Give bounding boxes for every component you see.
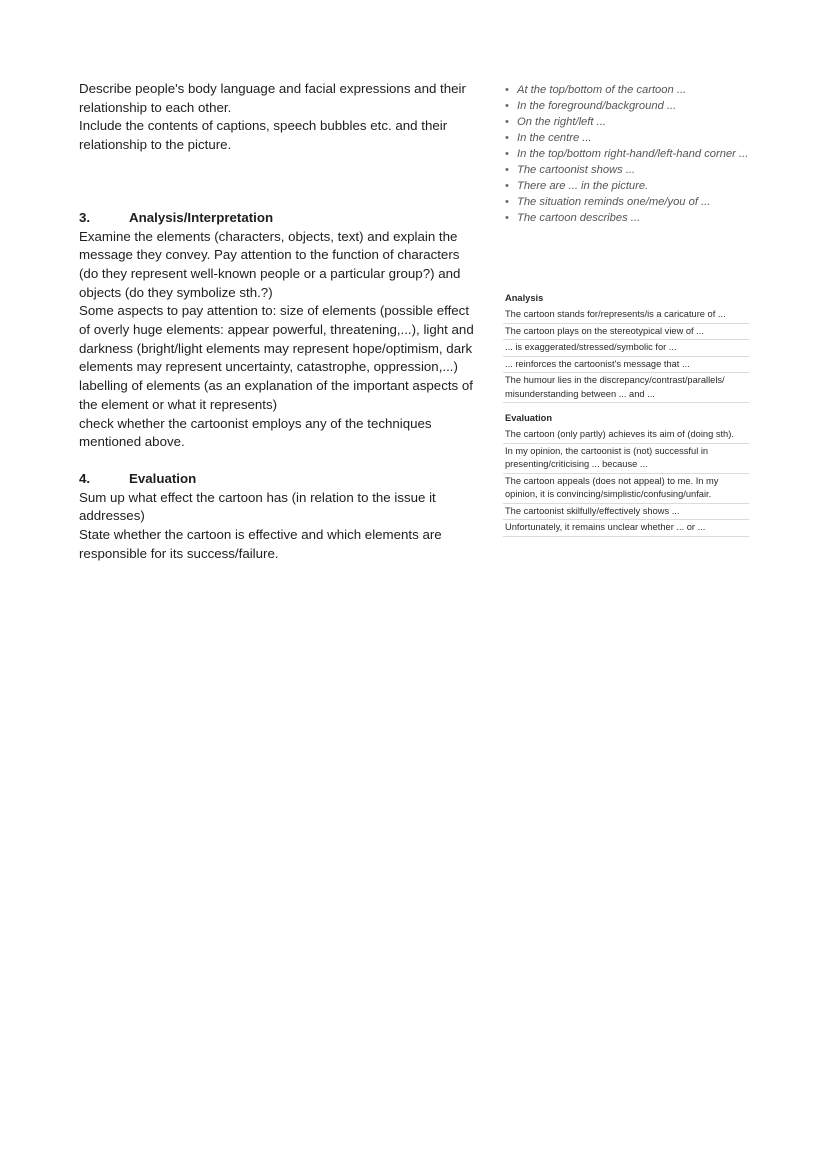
- intro-paragraph: Include the contents of captions, speech bubbles etc. and their relationship to the picture.: [79, 118, 448, 153]
- section-3-paragraph: Examine the elements (characters, objects, text) and explain the message they convey. Pay attention to the function of characters (do they represent well-known people or a particular group?) and objects (do they symbolize sth.?): [79, 228, 461, 300]
- analysis-line: The humour lies in the discrepancy/contrast/parallels/ misunderstanding between ... and ...: [503, 373, 749, 403]
- list-item: • In the top/bottom right-hand/left-hand corner ...: [503, 146, 753, 162]
- evaluation-heading: Evaluation: [505, 413, 553, 423]
- analysis-line: The cartoon stands for/represents/is a caricature of ...: [503, 307, 749, 324]
- section-title: Analysis/Interpretation: [129, 209, 274, 225]
- list-item: • In the foreground/background ...: [503, 98, 753, 114]
- evaluation-line: The cartoon (only partly) achieves its aim of (doing sth).: [503, 427, 749, 444]
- list-item: • The cartoonist shows ...: [503, 162, 753, 178]
- list-item: • There are ... in the picture.: [503, 178, 753, 194]
- section-4-heading: [79, 470, 479, 489]
- evaluation-line: In my opinion, the cartoonist is (not) successful in presenting/criticising ... because ...: [503, 444, 749, 474]
- analysis-line: The cartoon plays on the stereotypical view of ...: [503, 324, 749, 341]
- section-4-paragraph: State whether the cartoon is effective and which elements are responsible for its success/failure.: [79, 527, 442, 561]
- list-item: • At the top/bottom of the cartoon ...: [503, 82, 753, 98]
- section-3-paragraph: check whether the cartoonist employs any of the techniques mentioned above.: [79, 415, 432, 450]
- evaluation-line: The cartoon appeals (does not appeal) to me. In my opinion, it is convincing/simplistic/confusing/unfair.: [503, 474, 749, 504]
- section-3-paragraph: Some aspects to pay attention to: size of elements (possible effect of overly huge elements: appear powerful, threatening,...), light and darkness (bright/light elements may represent hope/optimism, dark elements may represent uncertainty, catastrophe, oppression,...) labelling of elements (as an explanation of the important aspects of the element or what it represents): [79, 303, 474, 412]
- section-number: 3.: [79, 209, 91, 225]
- description-phrase-list: [503, 82, 753, 226]
- section-3-heading: [79, 209, 479, 228]
- evaluation-line: Unfortunately, it remains unclear whether ... or ...: [503, 520, 749, 537]
- list-item: • The situation reminds one/me/you of ...: [503, 194, 753, 210]
- instructions-column: [79, 80, 479, 563]
- evaluation-line: The cartoonist skilfully/effectively shows ...: [503, 504, 749, 521]
- section-number: 4.: [79, 470, 91, 486]
- analysis-line: ... is exaggerated/stressed/symbolic for ...: [503, 340, 749, 357]
- list-item: • On the right/left ...: [503, 114, 753, 130]
- phrase-box: [503, 293, 749, 537]
- section-title: Evaluation: [129, 470, 197, 486]
- analysis-line: ... reinforces the cartoonist's message that ...: [503, 357, 749, 374]
- list-item: • The cartoon describes ...: [503, 210, 753, 226]
- section-4-paragraph: Sum up what effect the cartoon has (in relation to the issue it addresses): [79, 489, 436, 524]
- intro-paragraph: Describe people's body language and facial expressions and their relationship to each other.: [79, 81, 466, 115]
- analysis-heading: Analysis: [505, 293, 544, 303]
- list-item: • In the centre ...: [503, 130, 753, 146]
